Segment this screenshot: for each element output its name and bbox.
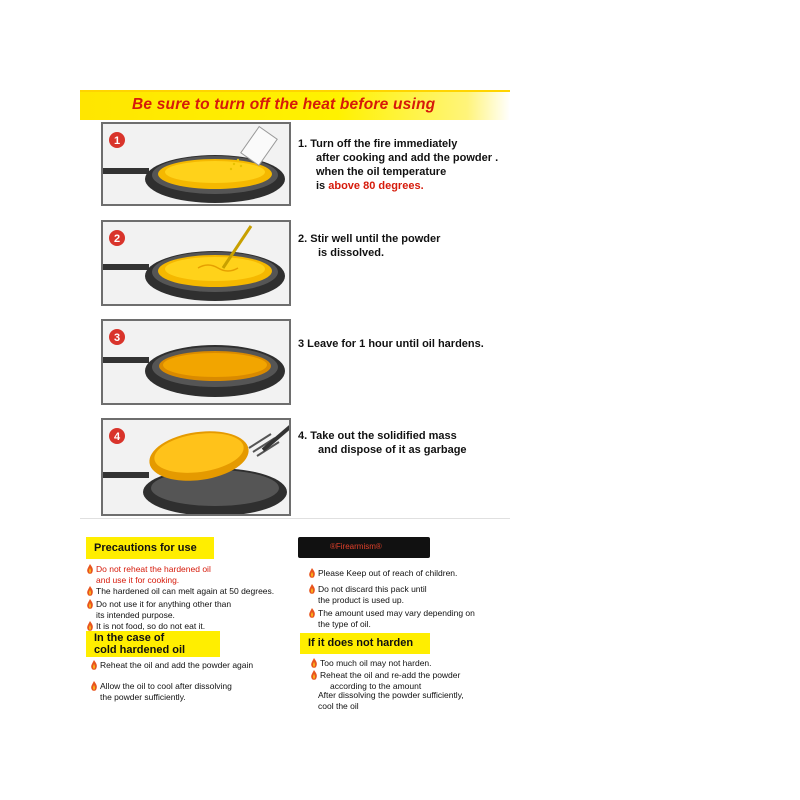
not-harden-item-3 <box>318 690 464 711</box>
precaution-item-1 <box>96 564 211 585</box>
flame-icon <box>308 568 316 578</box>
pan-icon <box>103 124 291 206</box>
not-harden-2-line-1: Reheat the oil and re-add the powder <box>320 670 461 680</box>
precaution-1-line-2: and use it for cooking. <box>96 574 180 585</box>
not-harden-2-line-2: according to the amount <box>330 680 422 691</box>
not-harden-3-line-1: After dissolving the powder sufficiently, <box>318 690 464 700</box>
cold-2-line-2: the powder sufficiently. <box>100 691 186 702</box>
not-harden-item-2 <box>320 670 460 691</box>
step-4-line-2: and dispose of it as garbage <box>318 444 467 456</box>
cold-title-line-1: In the case of <box>94 632 165 644</box>
precaution-3-line-1: Do not use it for anything other than <box>96 599 232 609</box>
right-3-line-2: the type of oil. <box>318 618 371 629</box>
flame-icon <box>310 658 318 668</box>
right-item-2 <box>318 584 427 605</box>
flame-icon <box>308 608 316 618</box>
cold-title-line-2: cold hardened oil <box>94 643 186 656</box>
step-3-line-1: 3 Leave for 1 hour until oil hardens. <box>298 338 484 350</box>
header-banner <box>80 90 510 120</box>
cold-item-2 <box>100 681 232 702</box>
step-number-icon: 3 <box>113 332 121 344</box>
step-number-icon: 4 <box>113 431 121 443</box>
not-harden-title-text: If it does not harden <box>308 637 414 649</box>
right-1-line-1: Please Keep out of reach of children. <box>318 568 458 578</box>
flame-icon <box>86 621 94 631</box>
flame-icon <box>308 584 316 594</box>
step-4-line-1: 4. Take out the solidified mass <box>298 430 457 442</box>
step-2-illustration <box>101 220 291 306</box>
pan-icon <box>103 321 291 405</box>
precaution-3-line-2: its intended purpose. <box>96 609 175 620</box>
right-3-line-1: The amount used may vary depending on <box>318 608 475 618</box>
step-2-line-1: 2. Stir well until the powder <box>298 233 441 245</box>
step-3-illustration <box>101 319 291 405</box>
precaution-item-3 <box>96 599 231 620</box>
section-divider <box>80 518 510 519</box>
pan-icon <box>103 222 291 306</box>
flame-icon <box>86 586 94 596</box>
step-1-line-2: after cooking and add the powder . <box>316 152 499 164</box>
step-4-illustration <box>101 418 291 516</box>
step-number-icon: 1 <box>113 135 121 147</box>
precautions-title <box>86 537 214 559</box>
cold-hardened-title <box>86 631 220 657</box>
flame-icon <box>90 681 98 691</box>
right-item-3 <box>318 608 475 629</box>
brand-bar <box>298 537 430 558</box>
flame-icon <box>310 670 318 680</box>
not-harden-1-line-1: Too much oil may not harden. <box>320 658 432 668</box>
precaution-item-2 <box>96 586 274 597</box>
temperature-warning: above 80 degrees. <box>328 180 424 192</box>
precaution-4-line-1: It is not food, so do not eat it. <box>96 621 206 631</box>
step-1-line-4: is <box>316 180 329 192</box>
right-2-line-2: the product is used up. <box>318 594 405 605</box>
flame-icon <box>86 564 94 574</box>
banner-title: Be sure to turn off the heat before using <box>132 96 436 113</box>
precaution-1-line-1: Do not reheat the hardened oil <box>96 564 211 574</box>
step-1-illustration <box>101 122 291 206</box>
step-number-icon: 2 <box>113 233 121 245</box>
step-1-line-3: when the oil temperature <box>316 166 447 178</box>
precautions-title-text: Precautions for use <box>94 542 197 554</box>
flame-icon <box>86 599 94 609</box>
step-2-text <box>298 232 440 260</box>
cold-item-1 <box>100 660 253 671</box>
precaution-item-4 <box>96 621 205 632</box>
step-4-text <box>298 429 467 457</box>
not-harden-3-line-2: cool the oil <box>318 700 359 711</box>
pan-icon <box>103 420 291 516</box>
flame-icon <box>90 660 98 670</box>
step-3-text <box>298 337 484 351</box>
cold-2-line-1: Allow the oil to cool after dissolving <box>100 681 232 691</box>
right-item-1 <box>318 568 457 579</box>
step-2-line-2: is dissolved. <box>318 247 385 259</box>
brand-name: ®Firearmism® <box>330 542 382 551</box>
right-2-line-1: Do not discard this pack until <box>318 584 427 594</box>
cold-1-line-1: Reheat the oil and add the powder again <box>100 660 254 670</box>
not-harden-item-1 <box>320 658 432 669</box>
not-harden-title <box>300 633 430 654</box>
step-1-line-1: 1. Turn off the fire immediately <box>298 138 458 150</box>
step-1-text <box>298 137 498 193</box>
precaution-2-line-1: The hardened oil can melt again at 50 degrees. <box>96 586 275 596</box>
